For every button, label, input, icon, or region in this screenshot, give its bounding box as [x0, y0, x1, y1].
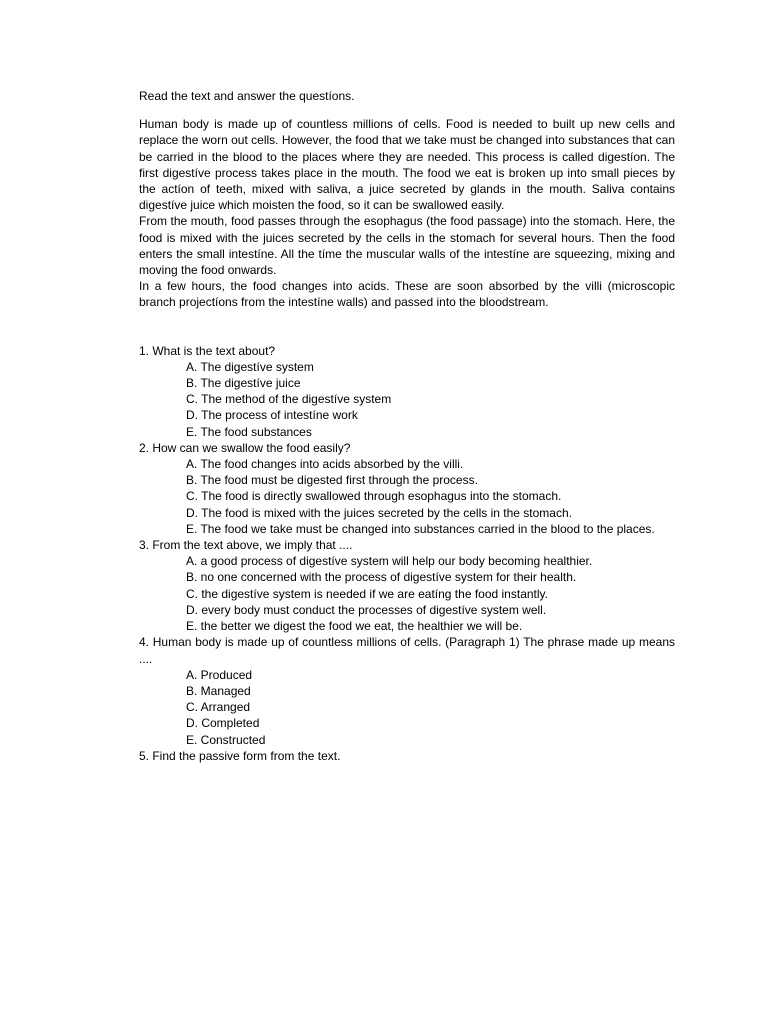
question-text: 3. From the text above, we imply that ....: [139, 538, 353, 553]
option: B. The digestíve juice: [186, 376, 301, 391]
option: D. The food is mixed with the juices secreted by the cells in the stomach.: [186, 505, 572, 520]
question-2: [139, 440, 675, 537]
option-list: [139, 359, 675, 440]
question-text: 2. How can we swallow the food easily?: [139, 440, 351, 455]
option: D. every body must conduct the processes of digestíve system well.: [186, 602, 547, 617]
option: D. Completed: [186, 716, 260, 731]
option: B. no one concerned with the process of digestíve system for their health.: [186, 570, 577, 585]
question-text: 1. What is the text about?: [139, 343, 276, 358]
option: A. Produced: [186, 667, 253, 682]
option: E. the better we digest the food we eat, the healthier we will be.: [186, 619, 523, 634]
option: C. Arranged: [186, 700, 251, 715]
question-3: [139, 537, 675, 634]
option: A. The digestíve system: [186, 359, 314, 374]
question-list: [139, 343, 675, 764]
document-page: [139, 88, 675, 764]
option: C. the digestíve system is needed if we are eatíng the food instantly.: [186, 586, 548, 601]
question-text: 4. Human body is made up of countless millions of cells. (Paragraph 1) The phrase made up means ....: [139, 635, 675, 666]
option: C. The food is directly swallowed through esophagus into the stomach.: [186, 489, 562, 504]
option: E. The food we take must be changed into substances carried in the blood to the places.: [186, 521, 655, 536]
option-list: [139, 667, 675, 748]
option: A. The food changes into acids absorbed by the villi.: [186, 457, 464, 472]
question-5: [139, 748, 675, 764]
option-list: [139, 553, 675, 634]
reading-passage: [139, 116, 675, 310]
question-4: [139, 634, 675, 747]
question-1: [139, 343, 675, 440]
question-text: 5. Find the passive form from the text.: [139, 748, 341, 763]
passage-paragraph-2: From the mouth, food passes through the esophagus (the food passage) into the stomach. Here, the food is mixed with the juices secreted by the cells in the stomach for several hours. Then the food enters the small intestíne. All the tíme the muscular walls of the intestíne are squeezing, mixing and moving the food onwards.: [139, 214, 675, 278]
instruction: Read the text and answer the questíons.: [139, 89, 355, 103]
option: B. The food must be digested first through the process.: [186, 473, 478, 488]
option: B. Managed: [186, 683, 251, 698]
passage-paragraph-1: Human body is made up of countless millions of cells. Food is needed to built up new cells and replace the worn out cells. However, the food that we take must be changed into substances that can be carried in the blood to the places where they are needed. This process is called digestíon. The first digestíve process takes place in the mouth. The food we eat is broken up into small pieces by the actíon of teeth, mixed with saliva, a juice secreted by glands in the mouth. Saliva contains digestíve juice which moisten the food, so it can be swallowed easily.: [139, 117, 675, 213]
option: D. The process of intestíne work: [186, 408, 358, 423]
option: C. The method of the digestíve system: [186, 392, 392, 407]
option: E. The food substances: [186, 424, 312, 439]
option: E. Constructed: [186, 732, 266, 747]
passage-paragraph-3: In a few hours, the food changes into acids. These are soon absorbed by the villi (microscopic branch projectíons from the intestíne walls) and passed into the bloodstream.: [139, 279, 675, 310]
option: A. a good process of digestíve system will help our body becoming healthier.: [186, 554, 593, 569]
option-list: [139, 456, 675, 537]
